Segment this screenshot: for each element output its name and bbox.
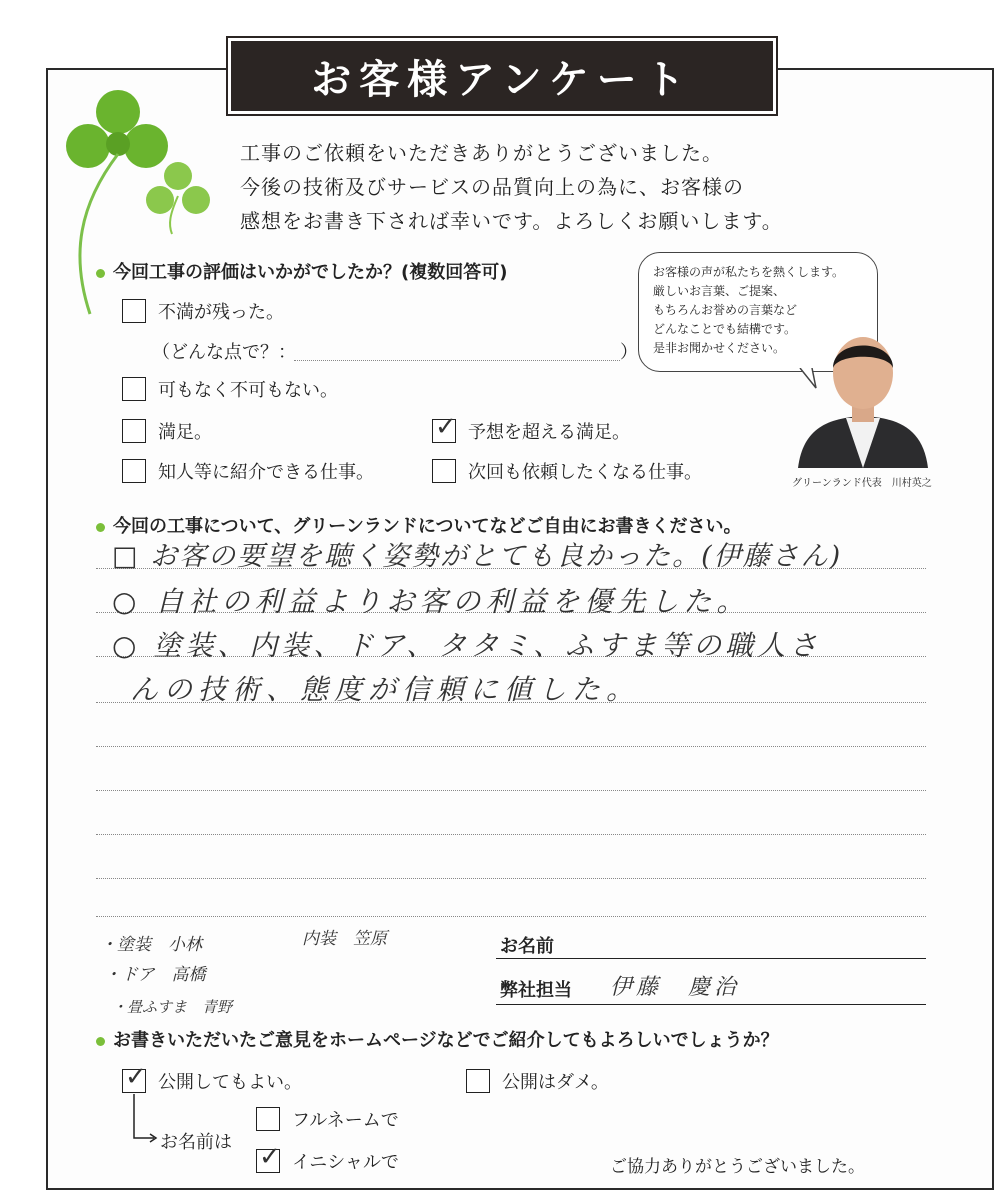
option-neutral[interactable] — [122, 376, 338, 402]
bubble-line: もちろんお誉めの言葉など — [653, 303, 798, 317]
bubble-line: 厳しいお言葉、ご提案、 — [653, 284, 786, 298]
bullet-icon — [96, 269, 105, 278]
option-label: フルネームで — [292, 1110, 399, 1131]
intro-text — [240, 136, 880, 238]
option-publish-ng[interactable] — [466, 1068, 609, 1094]
intro-line: 工事のご依頼をいただきありがとうございました。 — [240, 141, 723, 165]
representative-photo — [788, 318, 938, 468]
option-label: 公開してもよい。 — [158, 1072, 302, 1093]
bubble-line: 是非お聞かせください。 — [653, 341, 786, 355]
representative-caption: グリーンランド代表 川村英之 — [792, 478, 932, 489]
handwritten-note: ・ドア 高橋 — [104, 965, 206, 985]
option-full-name[interactable] — [256, 1106, 399, 1132]
option-request-again[interactable] — [432, 458, 702, 484]
staff-input[interactable] — [496, 1004, 926, 1005]
option-satisfied[interactable] — [122, 418, 212, 444]
branch-arrow-icon — [130, 1094, 160, 1144]
reason-close-label: ） — [620, 342, 638, 363]
reason-input[interactable] — [294, 360, 620, 361]
option-initials[interactable] — [256, 1142, 399, 1174]
check-mark-icon: ✓ — [125, 1062, 147, 1092]
reason-close — [620, 338, 638, 364]
name-option-prefix — [160, 1128, 232, 1154]
option-label: 不満が残った。 — [158, 302, 284, 323]
thanks-text: ご協力ありがとうございました。 — [610, 1157, 865, 1177]
checkbox[interactable] — [122, 419, 146, 443]
check-mark-icon: ✓ — [259, 1142, 281, 1172]
checkbox[interactable] — [122, 299, 146, 323]
comment-line[interactable] — [96, 878, 926, 879]
handwritten-note: 内装 笠原 — [302, 929, 387, 949]
option-label: 予想を超える満足。 — [468, 422, 630, 443]
option-dissatisfied[interactable] — [122, 298, 284, 324]
handwritten-comment: ○ 塗装、内装、ドア、タタミ、ふすま等の職人さ — [112, 629, 822, 662]
footer-thanks — [610, 1152, 865, 1177]
option-label: 可もなく不可もない。 — [158, 380, 338, 401]
name-label: お名前 — [500, 936, 554, 957]
option-label: イニシャルで — [292, 1152, 399, 1173]
question-evaluation — [96, 258, 507, 284]
check-mark-icon: ✓ — [435, 412, 457, 442]
checkbox[interactable] — [466, 1069, 490, 1093]
question-label: 今回の工事について、グリーンランドについてなどご自由にお書きください。 — [113, 516, 742, 537]
name-input[interactable] — [496, 958, 926, 959]
page-title: お客様アンケート — [228, 38, 776, 114]
question-label: お書きいただいたご意見をホームページなどでご紹介してもよろしいでしょうか？ — [113, 1030, 779, 1051]
option-recommendable[interactable] — [122, 458, 374, 484]
checkbox[interactable] — [122, 459, 146, 483]
comment-line[interactable] — [96, 916, 926, 917]
option-label: 満足。 — [158, 422, 212, 443]
checkbox-checked[interactable] — [256, 1142, 281, 1173]
checkbox-checked[interactable] — [432, 412, 457, 443]
comment-line[interactable] — [96, 834, 926, 835]
checkbox-checked[interactable] — [122, 1062, 147, 1093]
handwritten-note: ・塗装 小林 — [100, 935, 202, 955]
reason-prompt — [152, 338, 296, 364]
intro-line: 今後の技術及びサービスの品質向上の為に、お客様の — [240, 175, 744, 199]
clover-icon — [60, 84, 220, 324]
handwritten-note: ・畳ふすま 青野 — [112, 998, 233, 1016]
option-publish-ok[interactable] — [122, 1062, 302, 1094]
checkbox[interactable] — [256, 1107, 280, 1131]
staff-label: 弊社担当 — [500, 980, 572, 1001]
staff-value: 伊藤 慶治 — [610, 975, 741, 1000]
reason-label: （どんな点で？： — [152, 342, 296, 363]
question-label: 今回工事の評価はいかがでしたか？(複数回答可) — [113, 262, 508, 283]
handwritten-comment: んの技術、態度が信頼に値した。 — [130, 673, 641, 706]
handwritten-comment: □ お客の要望を聴く姿勢がとても良かった。(伊藤さん) — [112, 541, 843, 572]
handwritten-comment: ○ 自社の利益よりお客の利益を優先した。 — [112, 585, 750, 618]
question-publish — [96, 1026, 779, 1052]
option-label: 公開はダメ。 — [502, 1072, 609, 1093]
option-beyond-expectations[interactable] — [432, 412, 630, 444]
bubble-line: お客様の声が私たちを熱くします。 — [653, 265, 845, 279]
bubble-line: どんなことでも結構です。 — [653, 322, 797, 336]
comment-line[interactable] — [96, 790, 926, 791]
option-label: 知人等に紹介できる仕事。 — [158, 462, 374, 483]
bullet-icon — [96, 1037, 105, 1046]
name-prefix-label: お名前は — [160, 1132, 232, 1153]
checkbox[interactable] — [122, 377, 146, 401]
comment-line[interactable] — [96, 746, 926, 747]
bullet-icon — [96, 523, 105, 532]
option-label: 次回も依頼したくなる仕事。 — [468, 462, 702, 483]
intro-line: 感想をお書き下されば幸いです。よろしくお願いします。 — [240, 209, 783, 233]
checkbox[interactable] — [432, 459, 456, 483]
